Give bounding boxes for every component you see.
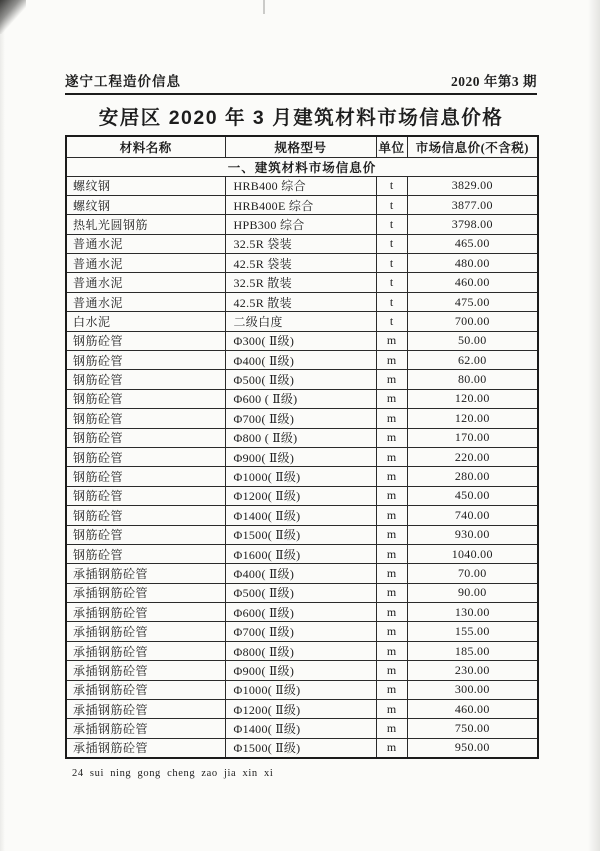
scan-edge-shadow-left <box>0 0 5 851</box>
spec-cell: Φ600 ( Ⅱ级) <box>225 389 376 408</box>
spec-cell: Φ800( Ⅱ级) <box>225 641 376 660</box>
table-row <box>66 564 538 583</box>
table-row <box>66 312 538 331</box>
table-row <box>66 370 538 389</box>
spec-cell: Φ1200( Ⅱ级) <box>225 486 376 505</box>
table-row <box>66 409 538 428</box>
scan-edge-shadow-right <box>588 0 600 851</box>
spec-cell: Φ1500( Ⅱ级) <box>225 738 376 757</box>
table-row <box>66 583 538 602</box>
spec-cell: Φ1400( Ⅱ级) <box>225 506 376 525</box>
section-header-row <box>66 157 538 176</box>
spec-cell: 42.5R 袋装 <box>225 254 376 273</box>
spec-cell: Φ600( Ⅱ级) <box>225 603 376 622</box>
spec-cell: Φ800 ( Ⅱ级) <box>225 428 376 447</box>
table-row <box>66 525 538 544</box>
spec-cell: HRB400 综合 <box>225 176 376 195</box>
spec-cell: 32.5R 散装 <box>225 273 376 292</box>
table-row <box>66 506 538 525</box>
price-cell: 220.00 <box>407 447 538 466</box>
material-name-cell: 普通水泥 <box>66 234 225 253</box>
material-name-cell: 钢筋砼管 <box>66 506 225 525</box>
material-name-cell: 白水泥 <box>66 312 225 331</box>
spec-cell: 32.5R 袋装 <box>225 234 376 253</box>
column-header-material: 材料名称 <box>66 136 225 157</box>
material-name-cell: 钢筋砼管 <box>66 428 225 447</box>
material-name-cell: 螺纹钢 <box>66 195 225 214</box>
price-cell: 130.00 <box>407 603 538 622</box>
material-price-table <box>65 135 539 759</box>
table-row <box>66 273 538 292</box>
material-name-cell: 承插钢筋砼管 <box>66 719 225 738</box>
material-name-cell: 钢筋砼管 <box>66 389 225 408</box>
price-cell: 50.00 <box>407 331 538 350</box>
material-name-cell: 普通水泥 <box>66 273 225 292</box>
unit-cell: t <box>376 234 407 253</box>
material-name-cell: 承插钢筋砼管 <box>66 641 225 660</box>
unit-cell: m <box>376 700 407 719</box>
material-name-cell: 普通水泥 <box>66 254 225 273</box>
unit-cell: m <box>376 680 407 699</box>
unit-cell: t <box>376 254 407 273</box>
scan-corner-shadow <box>0 0 26 34</box>
unit-cell: t <box>376 273 407 292</box>
section-header-label: 一、建筑材料市场信息价 <box>66 157 538 176</box>
scan-fold-mark <box>263 0 265 14</box>
table-row <box>66 428 538 447</box>
unit-cell: m <box>376 351 407 370</box>
spec-cell: Φ700( Ⅱ级) <box>225 622 376 641</box>
unit-cell: m <box>376 506 407 525</box>
spec-cell: Φ900( Ⅱ级) <box>225 661 376 680</box>
unit-cell: m <box>376 622 407 641</box>
column-header-spec: 规格型号 <box>225 136 376 157</box>
column-header-unit: 单位 <box>376 136 407 157</box>
unit-cell: t <box>376 195 407 214</box>
material-name-cell: 钢筋砼管 <box>66 525 225 544</box>
unit-cell: m <box>376 447 407 466</box>
material-name-cell: 热轧光圆钢筋 <box>66 215 225 234</box>
material-name-cell: 承插钢筋砼管 <box>66 661 225 680</box>
price-cell: 3877.00 <box>407 195 538 214</box>
table-row <box>66 234 538 253</box>
spec-cell: Φ400( Ⅱ级) <box>225 564 376 583</box>
table-row <box>66 254 538 273</box>
price-cell: 475.00 <box>407 292 538 311</box>
unit-cell: m <box>376 428 407 447</box>
material-name-cell: 承插钢筋砼管 <box>66 603 225 622</box>
price-cell: 930.00 <box>407 525 538 544</box>
material-name-cell: 承插钢筋砼管 <box>66 622 225 641</box>
unit-cell: m <box>376 641 407 660</box>
price-cell: 185.00 <box>407 641 538 660</box>
price-cell: 750.00 <box>407 719 538 738</box>
table-header-row <box>66 136 538 157</box>
price-cell: 280.00 <box>407 467 538 486</box>
price-cell: 170.00 <box>407 428 538 447</box>
table-row <box>66 738 538 757</box>
table-row <box>66 215 538 234</box>
unit-cell: m <box>376 719 407 738</box>
material-name-cell: 钢筋砼管 <box>66 467 225 486</box>
table-row <box>66 467 538 486</box>
price-cell: 460.00 <box>407 273 538 292</box>
table-row <box>66 603 538 622</box>
unit-cell: m <box>376 331 407 350</box>
price-cell: 1040.00 <box>407 544 538 563</box>
material-name-cell: 承插钢筋砼管 <box>66 738 225 757</box>
price-cell: 480.00 <box>407 254 538 273</box>
spec-cell: 二级白度 <box>225 312 376 331</box>
table-row <box>66 292 538 311</box>
unit-cell: m <box>376 603 407 622</box>
masthead <box>65 70 537 95</box>
price-cell: 90.00 <box>407 583 538 602</box>
price-cell: 230.00 <box>407 661 538 680</box>
spec-cell: Φ900( Ⅱ级) <box>225 447 376 466</box>
page-title: 安居区 2020 年 3 月建筑材料市场信息价格 <box>98 107 504 129</box>
price-cell: 300.00 <box>407 680 538 699</box>
price-cell: 740.00 <box>407 506 538 525</box>
material-name-cell: 承插钢筋砼管 <box>66 583 225 602</box>
price-cell: 450.00 <box>407 486 538 505</box>
material-name-cell: 钢筋砼管 <box>66 370 225 389</box>
spec-cell: Φ1600( Ⅱ级) <box>225 544 376 563</box>
table-row <box>66 719 538 738</box>
price-cell: 120.00 <box>407 389 538 408</box>
unit-cell: m <box>376 564 407 583</box>
issue-label: 2020 年第3 期 <box>451 74 537 89</box>
spec-cell: Φ300( Ⅱ级) <box>225 331 376 350</box>
spec-cell: Φ400( Ⅱ级) <box>225 351 376 370</box>
material-name-cell: 钢筋砼管 <box>66 331 225 350</box>
spec-cell: Φ1000( Ⅱ级) <box>225 467 376 486</box>
spec-cell: Φ1200( Ⅱ级) <box>225 700 376 719</box>
table-row <box>66 389 538 408</box>
unit-cell: t <box>376 215 407 234</box>
material-name-cell: 钢筋砼管 <box>66 486 225 505</box>
material-name-cell: 钢筋砼管 <box>66 409 225 428</box>
unit-cell: m <box>376 409 407 428</box>
material-name-cell: 承插钢筋砼管 <box>66 680 225 699</box>
spec-cell: Φ700( Ⅱ级) <box>225 409 376 428</box>
table-row <box>66 622 538 641</box>
price-cell: 3798.00 <box>407 215 538 234</box>
price-cell: 70.00 <box>407 564 538 583</box>
table-row <box>66 641 538 660</box>
price-cell: 62.00 <box>407 351 538 370</box>
table-row <box>66 544 538 563</box>
unit-cell: t <box>376 312 407 331</box>
unit-cell: m <box>376 467 407 486</box>
material-name-cell: 普通水泥 <box>66 292 225 311</box>
spec-cell: HPB300 综合 <box>225 215 376 234</box>
table-row <box>66 680 538 699</box>
unit-cell: t <box>376 292 407 311</box>
table-row <box>66 195 538 214</box>
table-row <box>66 661 538 680</box>
price-cell: 80.00 <box>407 370 538 389</box>
price-cell: 465.00 <box>407 234 538 253</box>
unit-cell: m <box>376 486 407 505</box>
spec-cell: Φ1500( Ⅱ级) <box>225 525 376 544</box>
material-name-cell: 钢筋砼管 <box>66 351 225 370</box>
price-cell: 120.00 <box>407 409 538 428</box>
unit-cell: t <box>376 176 407 195</box>
unit-cell: m <box>376 583 407 602</box>
price-cell: 155.00 <box>407 622 538 641</box>
page-footer: 24 sui ning gong cheng zao jia xin xi <box>72 768 274 779</box>
spec-cell: Φ500( Ⅱ级) <box>225 370 376 389</box>
price-cell: 460.00 <box>407 700 538 719</box>
publication-name: 遂宁工程造价信息 <box>65 74 181 89</box>
spec-cell: Φ1000( Ⅱ级) <box>225 680 376 699</box>
unit-cell: m <box>376 544 407 563</box>
spec-cell: 42.5R 散装 <box>225 292 376 311</box>
table-row <box>66 700 538 719</box>
material-name-cell: 承插钢筋砼管 <box>66 700 225 719</box>
unit-cell: m <box>376 738 407 757</box>
price-cell: 950.00 <box>407 738 538 757</box>
material-name-cell: 承插钢筋砼管 <box>66 564 225 583</box>
table-row <box>66 351 538 370</box>
spec-cell: Φ1400( Ⅱ级) <box>225 719 376 738</box>
table-row <box>66 486 538 505</box>
column-header-price: 市场信息价(不含税) <box>407 136 538 157</box>
price-cell: 3829.00 <box>407 176 538 195</box>
table-row <box>66 447 538 466</box>
spec-cell: HRB400E 综合 <box>225 195 376 214</box>
unit-cell: m <box>376 661 407 680</box>
table-row <box>66 331 538 350</box>
material-name-cell: 螺纹钢 <box>66 176 225 195</box>
material-name-cell: 钢筋砼管 <box>66 544 225 563</box>
unit-cell: m <box>376 370 407 389</box>
material-name-cell: 钢筋砼管 <box>66 447 225 466</box>
price-cell: 700.00 <box>407 312 538 331</box>
unit-cell: m <box>376 389 407 408</box>
unit-cell: m <box>376 525 407 544</box>
spec-cell: Φ500( Ⅱ级) <box>225 583 376 602</box>
table-row <box>66 176 538 195</box>
table-body <box>66 176 538 758</box>
